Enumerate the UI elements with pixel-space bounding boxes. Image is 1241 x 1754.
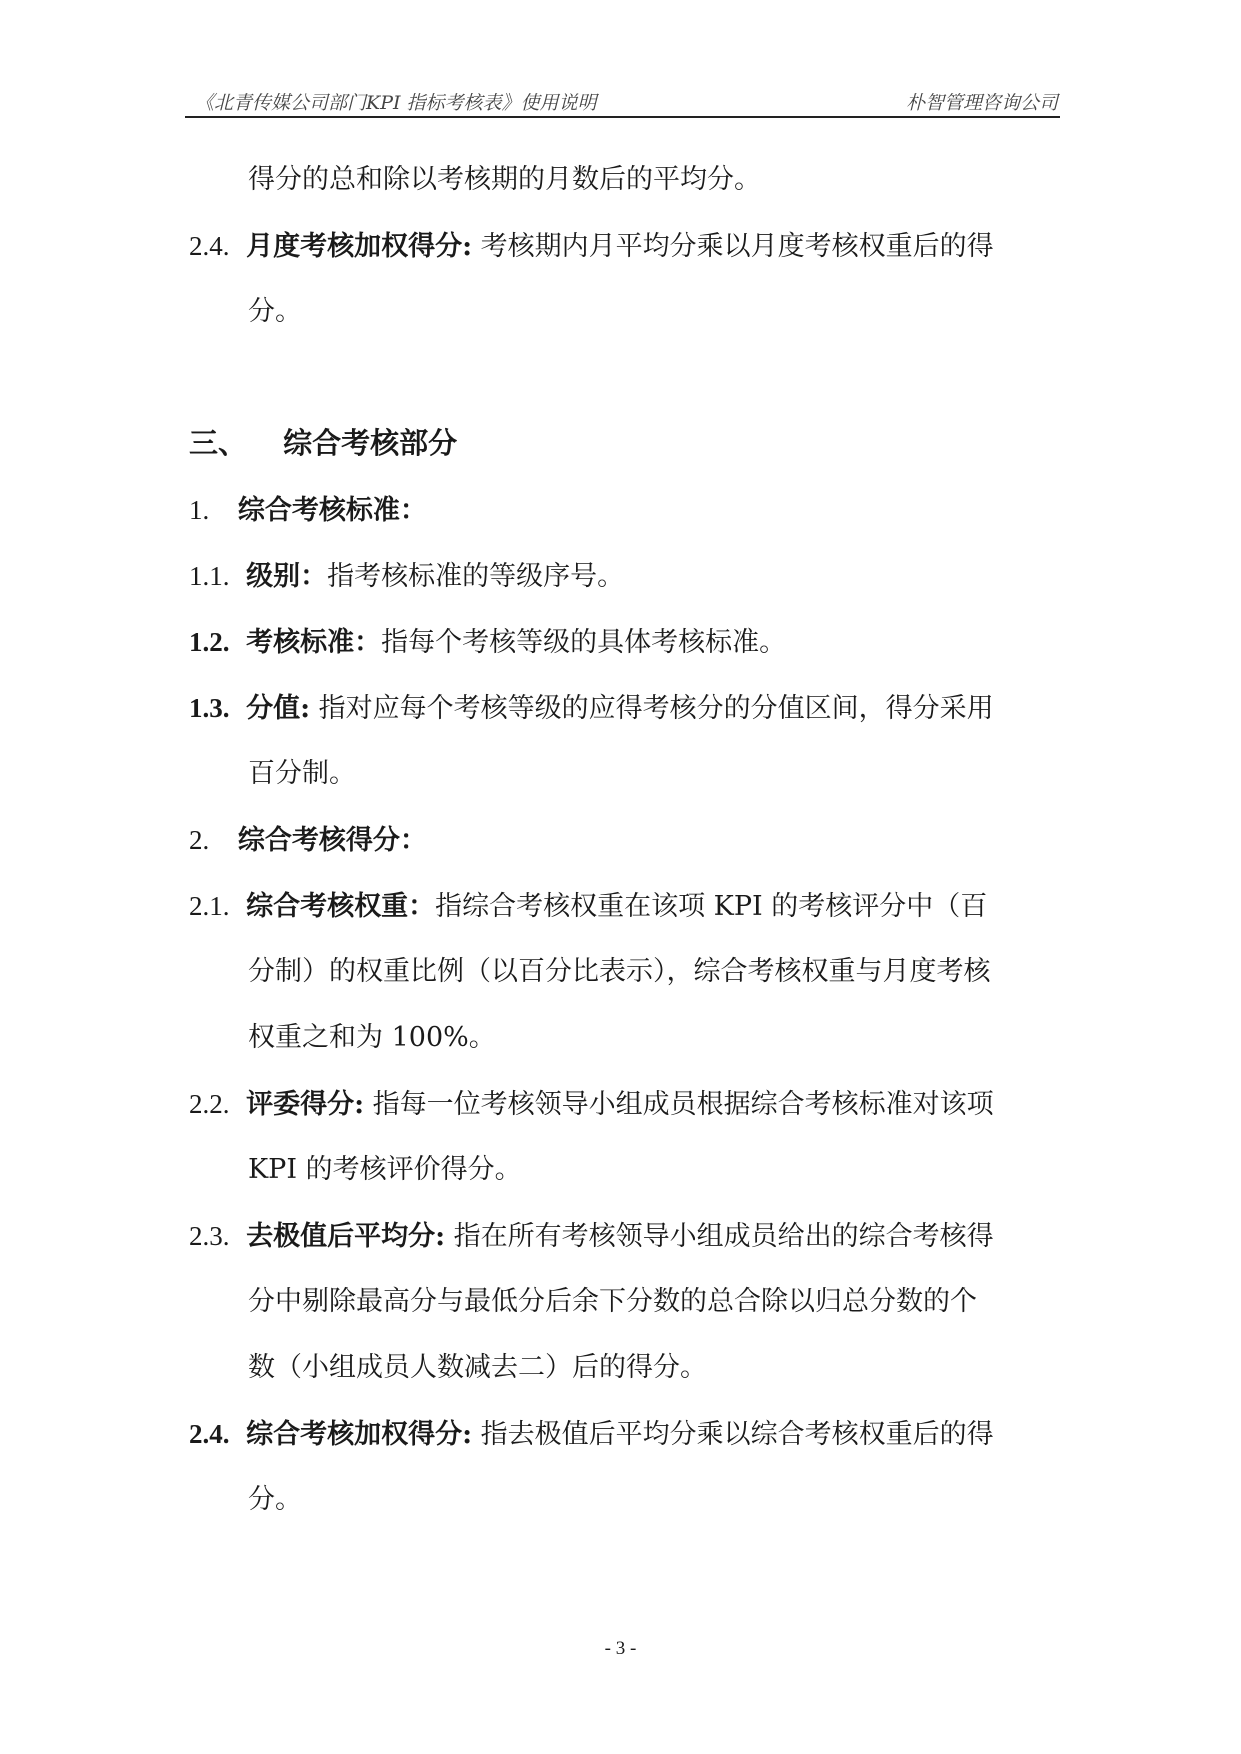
item-number: 1.3. [189,693,230,723]
item-number: 2.2. [189,1089,230,1119]
item-2-2-continuation: KPI 的考核评价得分。 [248,1154,522,1185]
item-term: 考核标准： [246,627,382,658]
item-term: 分值: [246,693,311,724]
item-number: 1.2. [189,627,230,657]
continuation-line: 得分的总和除以考核期的月数后的平均分。 [248,164,761,195]
item-1-comprehensive-standard [189,490,427,531]
item-number: 2.4. [189,231,230,261]
item-2-1-continuation-1: 分制）的权重比例（以百分比表示），综合考核权重与月度考核 [248,956,991,987]
item-2-1-comprehensive-weight [189,886,987,927]
header-document-title: 《北青传媒公司部门KPI 指标考核表》使用说明 [195,92,597,114]
item-number: 2.1. [189,891,230,921]
item-2-3-continuation-1: 分中剔除最高分与最低分后余下分数的总合除以归总分数的个 [248,1286,977,1317]
item-term: 综合考核标准： [237,495,427,526]
item-2-2-judge-score [189,1084,994,1125]
section-title: 综合考核部分 [283,426,458,460]
item-term: 综合考核权重： [246,891,436,922]
item-number: 1. [189,495,210,525]
item-number: 1.1. [189,561,230,591]
item-term: 综合考核得分： [237,825,427,856]
item-2-3-trimmed-average [189,1216,994,1257]
item-text: 指每个考核等级的具体考核标准。 [381,627,787,658]
item-2-4-monthly-weighted-score [189,226,994,267]
item-term: 评委得分: [246,1089,365,1120]
item-2-1-continuation-2: 权重之和为 100%。 [248,1022,496,1053]
item-number: 2.4. [189,1419,230,1449]
item-term: 综合考核加权得分: [246,1419,473,1450]
item-term: 月度考核加权得分: [246,231,473,262]
item-text: 指每一位考核领导小组成员根据综合考核标准对该项 [364,1089,994,1120]
page-header [185,86,1060,118]
item-number: 2. [189,825,210,855]
item-number: 2.3. [189,1221,230,1251]
item-1-1-level [189,556,624,597]
item-term: 去极值后平均分: [246,1221,446,1252]
page-number: - 3 - [604,1638,637,1659]
item-2-3-continuation-2: 数（小组成员人数减去二）后的得分。 [248,1352,707,1383]
item-text: 指综合考核权重在该项 KPI 的考核评分中（百 [435,891,988,922]
item-2-comprehensive-score [189,820,427,861]
section-number: 三、 [189,426,248,460]
item-text: 指在所有考核领导小组成员给出的综合考核得 [445,1221,994,1252]
item-text: 指去极值后平均分乘以综合考核权重后的得 [472,1419,994,1450]
header-company-name: 朴智管理咨询公司 [905,92,1058,114]
section-heading-3 [189,423,457,463]
item-2-4-continuation: 分。 [248,296,302,327]
item-2-4-comprehensive-weighted-score [189,1414,994,1455]
item-text: 指考核标准的等级序号。 [327,561,625,592]
item-text: 指对应每个考核等级的应得考核分的分值区间，得分采用 [310,693,994,724]
item-2-4b-continuation: 分。 [248,1484,302,1515]
item-text: 考核期内月平均分乘以月度考核权重后的得 [472,231,994,262]
item-1-3-continuation: 百分制。 [248,758,356,789]
item-term: 级别： [246,561,328,592]
item-1-3-score-value [189,688,994,729]
item-1-2-standard [189,622,786,663]
